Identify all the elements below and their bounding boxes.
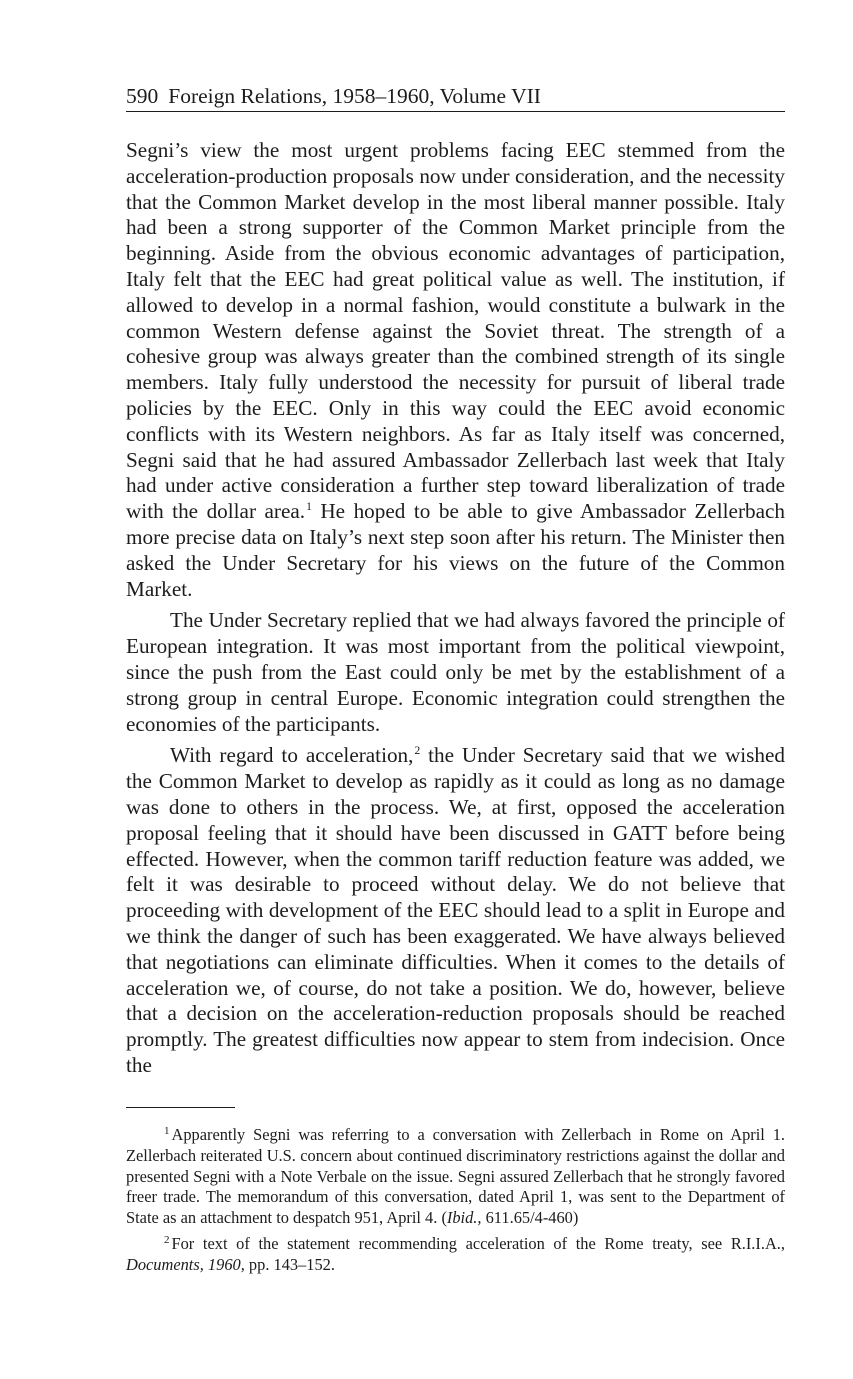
footnote-1-tail: 611.65/4-460) [481, 1208, 579, 1228]
footnote-ref-1: 1 [306, 501, 312, 514]
paragraph-3-lead: With regard to acceleration, [170, 743, 414, 768]
paragraph-1 [126, 138, 785, 602]
paragraph-3-text: the Under Secretary said that we wished the Common Market to develop as rapidly as it could as long as no damage was done to others in the process. We, at first, opposed the acceleration proposal feeling that it should have been discussed in GATT before being effected. However, when the common tariff reduction feature was added, we felt it was desirable to proceed without delay. We do not believe that proceeding with development of the EEC should lead to a split in Europe and we think the danger of such has been exaggerated. We have always believed that negotiations can eliminate difficulties. When it comes to the details of acceleration we, of course, do not take a position. We do, however, believe that a decision on the acceleration-reduction proposals should be reached promptly. The greatest difficulties now appear to stem from indecision. Once the [126, 743, 785, 1077]
footnote-1 [126, 1125, 785, 1229]
footnote-1-text: Apparently Segni was referring to a conversation with Zellerbach in Rome on April 1. Zellerbach reiterated U.S. concern about continued discriminatory restrictions against the dollar and presented Segni with a Note Verbale on the issue. Segni assured Zellerbach that he strongly favored freer trade. The memorandum of this conversation, dated April 1, was sent to the Department of State as an attachment to despatch 951, April 4. ( [126, 1125, 785, 1228]
footnote-2 [126, 1234, 785, 1276]
paragraph-1-continued: He hoped to be able to give Ambassador Zellerbach more precise data on Italy’s next step soon after his return. The Minister then asked the Under Secretary for his views on the future of the Common Market. [126, 499, 786, 601]
body-text [126, 138, 785, 1079]
footnote-divider [126, 1107, 235, 1108]
running-head [126, 82, 785, 112]
footnote-2-text: For text of the statement recommending acceleration of the Rome treaty, see R.I.I.A., [171, 1233, 785, 1253]
paragraph-3 [126, 743, 785, 1078]
footnote-ref-2: 2 [414, 745, 421, 758]
footnote-1-number: 1 [164, 1125, 170, 1137]
footnote-2-documents: Documents, 1960, [126, 1254, 245, 1274]
volume-title: Foreign Relations, 1958–1960, Volume VII [168, 84, 541, 108]
footnotes [126, 1125, 785, 1276]
paragraph-2: The Under Secretary replied that we had always favored the principle of European integration. It was most important from the political viewpoint, since the push from the East could only be met by the establishment of a strong group in central Europe. Economic integration could strengthen the economies of the participants. [126, 608, 785, 736]
footnote-1-ibid: Ibid., [446, 1208, 482, 1228]
footnote-2-number: 2 [164, 1233, 170, 1246]
paragraph-1-text: Segni’s view the most urgent problems facing EEC stemmed from the acceleration-production proposals now under consideration, and the necessity that the Common Market develop in the most liberal manner possible. Italy had been a strong supporter of the Common Market principle from the beginning. Aside from the obvious economic advantages of participation, Italy felt that the EEC had great political value as well. The institution, if allowed to develop in a normal fashion, would constitute a bulwark in the common Western defense against the Soviet threat. The strength of a cohesive group was always greater than the combined strength of its single members. Italy fully understood the necessity for pursuit of liberal trade policies by the EEC. Only in this way could the EEC avoid economic conflicts with its Western neighbors. As far as Italy itself was concerned, Segni said that he had assured Ambassador Zellerbach last week that Italy had under active consideration a further step toward liberalization of trade with the dollar area. [126, 138, 785, 524]
footnote-2-tail: pp. 143–152. [244, 1254, 335, 1274]
page-content [126, 82, 785, 1079]
page-number: 590 [126, 84, 159, 108]
